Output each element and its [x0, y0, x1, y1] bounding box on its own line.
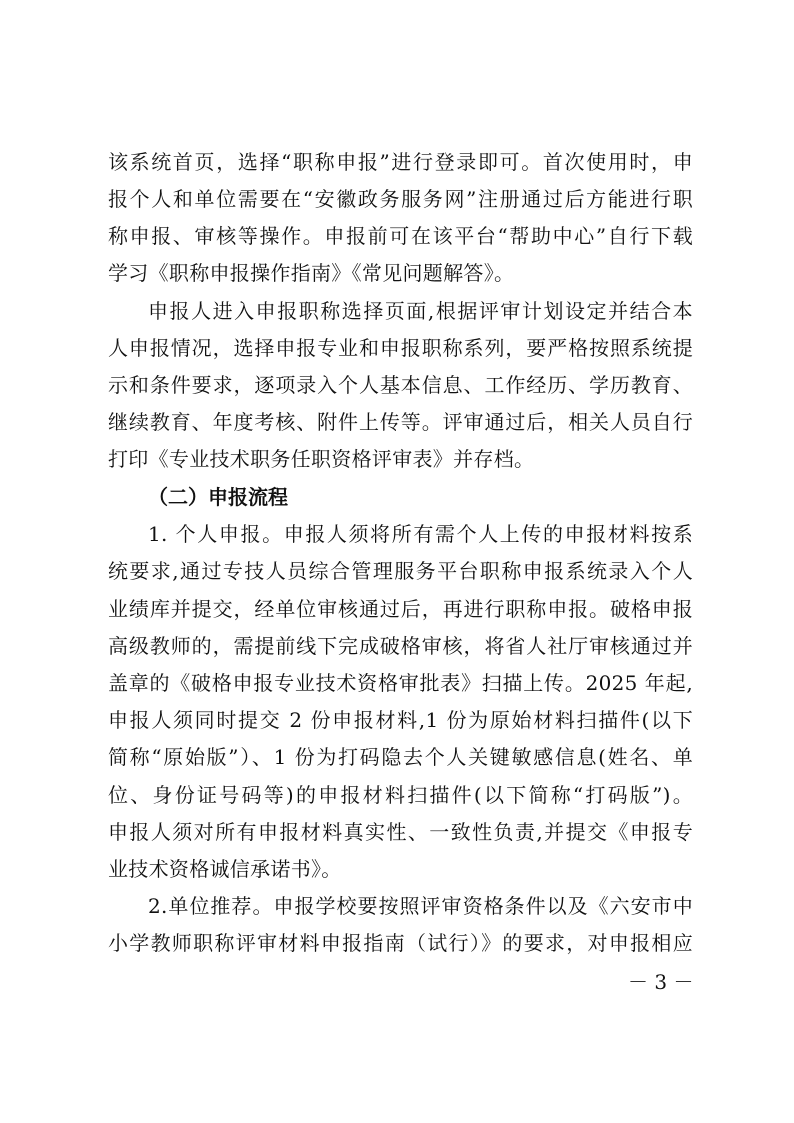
text-line: 1. 个人申报。申报人须将所有需个人上传的申报材料按系: [148, 522, 693, 546]
text-line: 申报人须同时提交 2 份申报材料,1 份为原始材料扫描件(以下: [108, 708, 693, 732]
text-line: 申报人进入申报职称选择页面,根据评审计划设定并结合本: [148, 299, 693, 323]
text-line: 人申报情况，选择申报专业和申报职称系列，要严格按照系统提: [108, 336, 693, 360]
text-line: 盖章的《破格申报专业技术资格审批表》扫描上传。2025 年起,: [108, 671, 693, 695]
text-line: 该系统首页，选择“职称申报”进行登录即可。首次使用时，申: [108, 150, 693, 174]
text-line: 称申报、审核等操作。申报前可在该平台“帮助中心”自行下载: [108, 224, 693, 248]
section-heading: （二）申报流程: [148, 485, 288, 509]
text-line: 打印《专业技术职务任职资格评审表》并存档。: [108, 447, 535, 471]
page-number: － 3 －: [628, 970, 694, 994]
text-line: 学习《职称申报操作指南》《常见问题解答》。: [108, 261, 515, 285]
text-line: 简称“原始版”）、1 份为打码隐去个人关键敏感信息(姓名、单: [108, 745, 693, 769]
text-line: 报个人和单位需要在“安徽政务服务网”注册通过后方能进行职: [108, 187, 693, 211]
text-line: 示和条件要求，逐项录入个人基本信息、工作经历、学历教育、: [108, 373, 693, 397]
text-line: 位、身份证号码等)的申报材料扫描件(以下简称“打码版”)。: [108, 783, 693, 807]
text-line: 业绩库并提交，经单位审核通过后，再进行职称申报。破格申报: [108, 597, 693, 621]
text-line: 统要求,通过专技人员综合管理服务平台职称申报系统录入个人: [108, 559, 693, 583]
text-line: 高级教师的，需提前线下完成破格审核，将省人社厅审核通过并: [108, 634, 693, 658]
text-line: 业技术资格诚信承诺书》。: [108, 857, 342, 881]
text-line: 2.单位推荐。申报学校要按照评审资格条件以及《六安市中: [148, 894, 693, 918]
text-line: 小学教师职称评审材料申报指南（试行）》的要求，对申报相应: [108, 931, 693, 955]
text-line: 申报人须对所有申报材料真实性、一致性负责,并提交《申报专: [108, 820, 693, 844]
text-line: 继续教育、年度考核、附件上传等。评审通过后，相关人员自行: [108, 410, 693, 434]
